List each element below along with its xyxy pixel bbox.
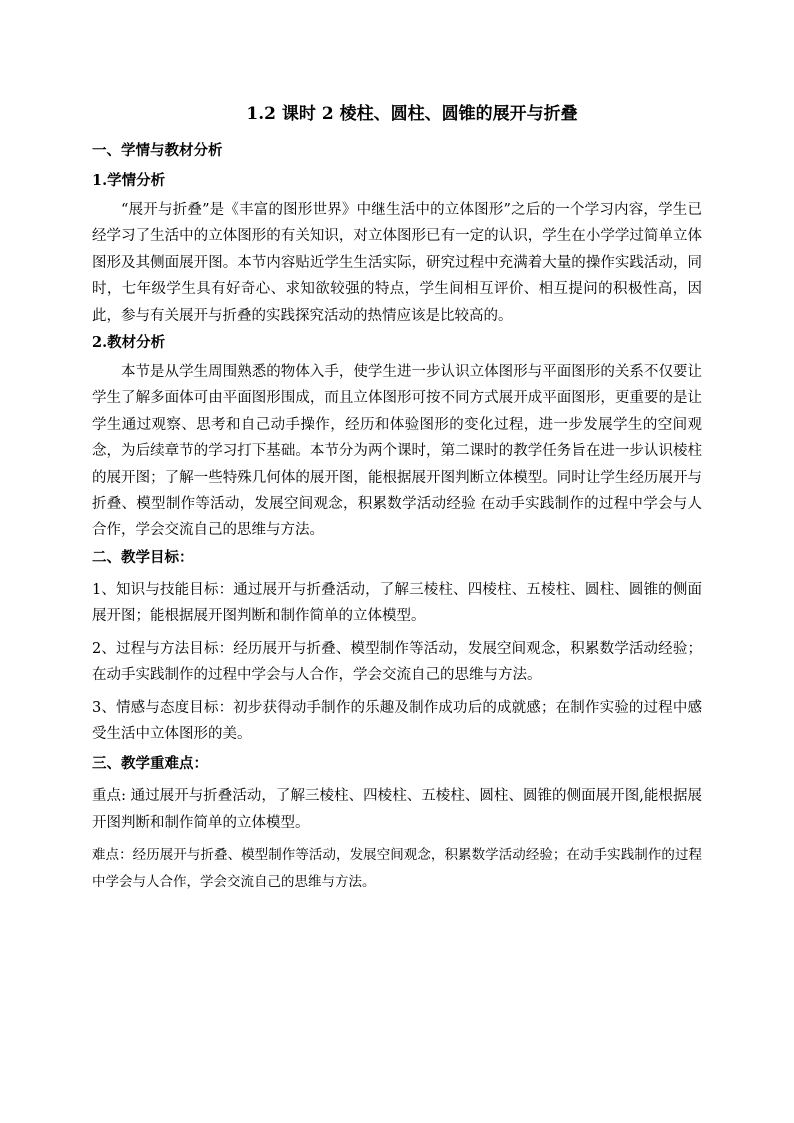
- objective-item-knowledge: 1、知识与技能目标：通过展开与折叠活动，了解三棱柱、四棱柱、五棱柱、圆柱、圆锥的侧面展开图；能根据展开图判断和制作简单的立体模型。: [92, 581, 702, 625]
- section-heading-key-points: 三、教学重难点：: [92, 755, 208, 773]
- difficulty-paragraph: 难点：经历展开与折叠、模型制作等活动，发展空间观念，积累数学活动经验；在动手实践制作的过程中学会与人合作，学会交流自己的思维与方法。: [92, 847, 702, 890]
- subheading-textbook-analysis: 2.教材分析: [92, 334, 166, 352]
- paragraph-textbook-analysis: 本节是从学生周围熟悉的物体入手，使学生进一步认识立体图形与平面图形的关系不仅要让学生了解多面体可由平面图形围成，而且立体图形可按不同方式展开成平面图形，更重要的是让学生通过观察、思考和自己动手操作，经历和体验图形的变化过程，进一步发展学生的空间观念，为后续章节的学习打下基础。本节分为两个课时，第二课时的教学任务旨在进一步认识棱柱的展开图；了解一些特殊几何体的展开图，能根据展开图判断立体模型。同时让学生经历展开与折叠、模型制作等活动，发展空间观念，积累数学活动经验 在动手实践制作的过程中学会与人合作，学会交流自己的思维与方法。: [92, 364, 702, 539]
- key-point-paragraph: 重点: 通过展开与折叠活动，了解三棱柱、四棱柱、五棱柱、圆柱、圆锥的侧面展开图,能根据展开图判断和制作简单的立体模型。: [92, 788, 702, 831]
- paragraph-student-analysis: “展开与折叠”是《丰富的图形世界》中继生活中的立体图形”之后的一个学习内容，学生已经学习了生活中的立体图形的有关知识，对立体图形已有一定的认识，学生在小学学过简单立体图形及其侧面展开图。本节内容贴近学生生活实际，研究过程中充满着大量的操作实践活动，同时，七年级学生具有好奇心、求知欲较强的特点，学生间相互评价、相互提问的积极性高，因此，参与有关展开与折叠的实践探究活动的热情应该是比较高的。: [92, 202, 702, 324]
- section-heading-objectives: 二、教学目标：: [92, 548, 194, 566]
- document-title: 1.2 课时 2 棱柱、圆柱、圆锥的展开与折叠: [246, 104, 578, 124]
- objective-item-process: 2、过程与方法目标：经历展开与折叠、模型制作等活动，发展空间观念，积累数学活动经验；在动手实践制作的过程中学会与人合作，学会交流自己的思维与方法。: [92, 640, 702, 684]
- document-page: [92, 102, 702, 901]
- subheading-student-analysis: 1.学情分析: [92, 172, 166, 189]
- objective-item-attitude: 3、情感与态度目标：初步获得动手制作的乐趣及制作成功后的成就感；在制作实验的过程中感受生活中立体图形的美。: [92, 699, 702, 742]
- section-heading-analysis: 一、学情与教材分析: [92, 142, 223, 159]
